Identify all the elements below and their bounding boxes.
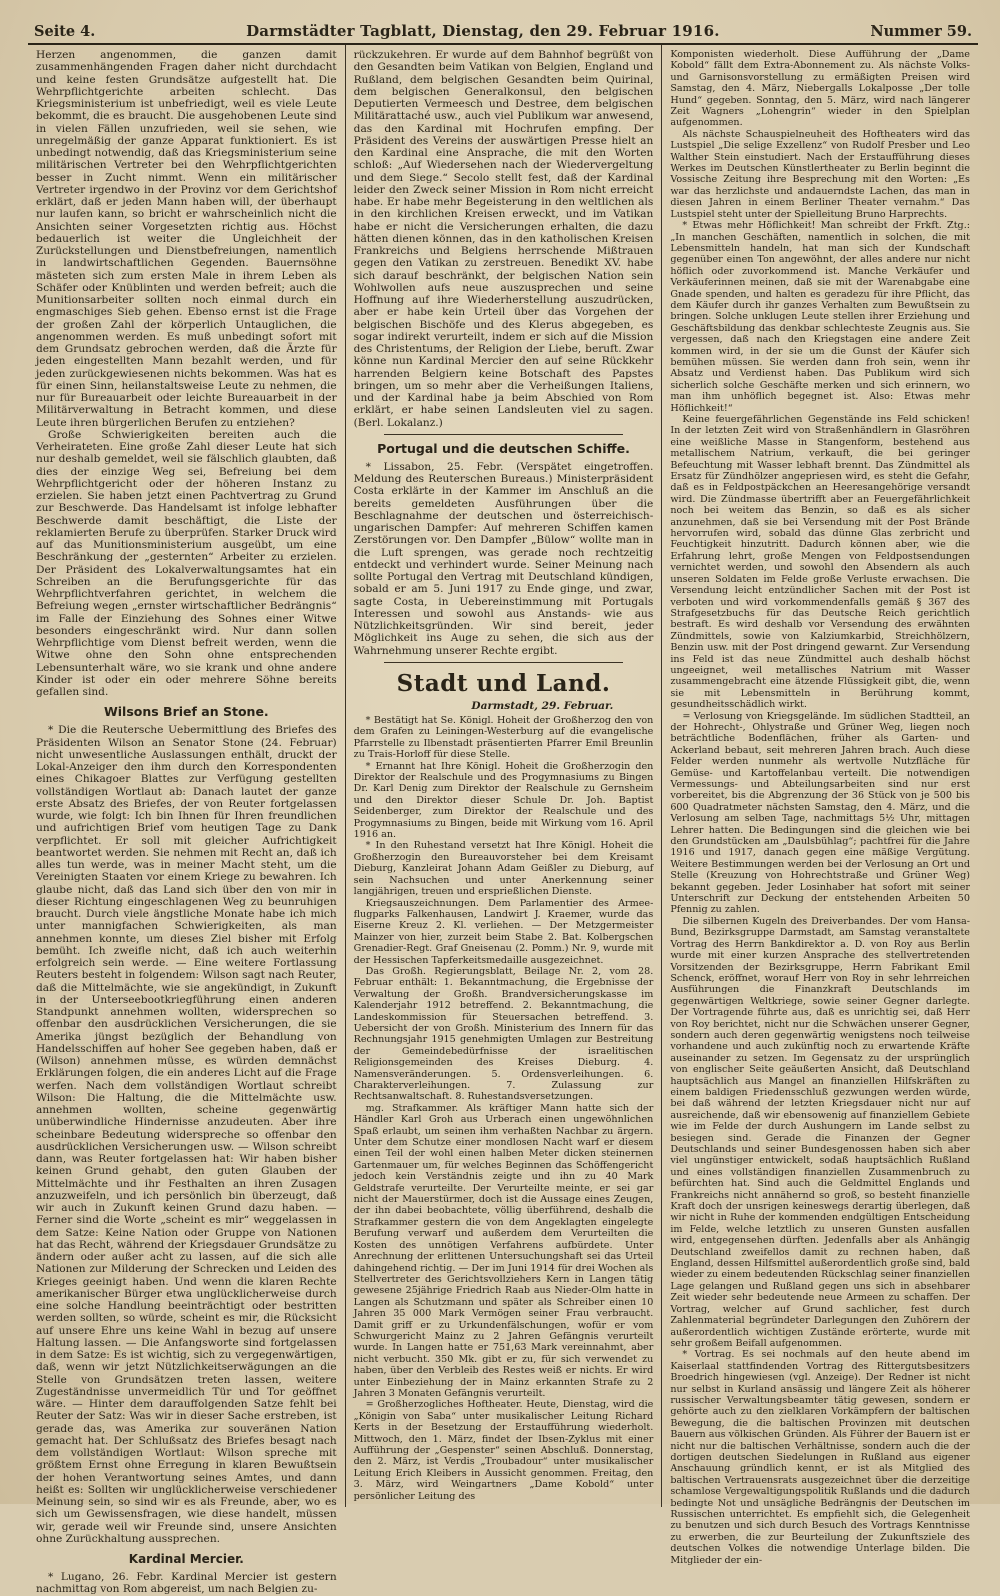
local-news xyxy=(354,715,654,1502)
paragraph: Das Großh. Regierungsblatt, Beilage Nr. 2, vom 28. Februar enthält: 1. Bekanntmachung, die Ergebnisse der Verwaltung der Großh. Brandversicherungskasse im Kalenderjahr 1912 betreffend. 2. Bekanntmachung, die Landeskommission für Steuersachen betreffend. 3. Uebersicht der von Großh. Ministerium des Innern für das Rechnungsjahr 1915 genehmigten Umlagen zur Bestreitung der Gemeindebedürfnisse der israelitischen Religionsgemeinden des Kreises Dieburg. 4. Namensveränderungen. 5. Ordensverleihungen. 6. Charakterverleihungen. 7. Zulassung zur Rechtsanwaltschaft. 8. Ruhestandsversetzungen. xyxy=(353,965,654,1103)
column-1 xyxy=(28,45,345,1596)
paragraph: Herzen angenommen, die ganzen damit zusammenhängenden Fragen daher nicht durchdacht und keine festen Grundsätze aufgestellt hat. Die Wehrpflichtgerichte arbeiten schlecht. Das Kriegsministerium ist unbefriedigt, weil es viele Leute bekommt, die es braucht. Die ausgehobenen Leute sind in vielen Fällen unzufrieden, weil sie sehen, wie unregelmäßig der ganze Apparat funktioniert. Es ist unbedingt notwendig, daß das Kriegsministerium seine militärischen Vertreter bei den Wehrpflichtgerichten besser in Zucht nimmt. Wenn ein militärischer Vertreter irgendwo in der Provinz vor dem Gerichtshof erklärt, daß er jeden Mann haben will, der überhaupt nur laufen kann, so bricht er wahrscheinlich nicht die Ansichten seiner Vorgesetzten richtig aus. Höchst bedauerlich ist weiter die Ungleichheit der Zurückstellungen und Dienstbefreiungen, namentlich in landwirtschaftlichen Gegenden. Bauernsöhne mästeten sich zum ersten Male in ihrem Leben als Schäfer oder Knüblinten und werden befreit; auch die Munitionsarbeiter sollten noch einmal durch ein engmaschiges Sieb gehen. Ebenso ernst ist die Frage der großen Zahl der körperlich Untauglichen, die angenommen werden. Es muß unbedingt sofort mit dem Grundsatz gebrochen werden, daß die Ärzte für jeden eingestellten Mann bezahlt werden, und für jeden zurückgewiesenen nichts bekommen. Was hat es für einen Sinn, heilanstaltsweise Leute zu nehmen, die nur für Bureauarbeit oder leichte Bureauarbeit in der Militärverwaltung in Betracht kommen, und diese Leute ihren bürgerlichen Berufen zu entziehen? xyxy=(36,49,337,429)
headline-portugal: Portugal und die deutschen Schiffe. xyxy=(377,440,630,456)
headline-wilson-letter: Wilsons Brief an Stone. xyxy=(103,704,269,720)
paragraph: Kriegsauszeichnungen. Dem Parlamentier des Armee-flugparks Falkenhausen, Landwirt J. Kraemer, wurde das Eiserne Kreuz 2. Kl. verliehen. — Der Metzgermeister Mainzer von hier, zurzeit beim Stabe 2. Bat. Kolbergschen Grenadier-Regt. Graf Gneisenau (2. Pomm.) Nr. 9, wurde mit der Hessischen Tapferkeitsmedaille ausgezeichnet. xyxy=(353,897,654,966)
issue-number: Nummer 59. xyxy=(870,23,972,40)
paragraph: * Vortrag. Es sei nochmals auf den heute abend im Kaiserlaal stattfindenden Vortrag des Rittergutsbesitzers Broedrich hingewiesen (vgl. Anzeige). Der Redner ist nicht nur selbst in Kurland ansässig und längere Zeit als höherer russischer Verwaltungsbeamter tätig gewesen, sondern er gehörte auch zu den zielklaren Vorkämpfern der baltischen Bewegung, die die baltischen Provinzen mit deutschen Bauern aus völkischen Gründen. Als Führer der Bauern ist er nicht nur die baltischen Verhältnisse, sondern auch die der dortigen deutschen Siedelungen in Rußland aus eigener Anschauung gründlich kennt, er ist als Mitglied des baltischen Vertrauensrats ausgezeichnet über die derzeitige schamlose Vergewaltigungspolitik Rußlands und die dadurch bedingte Not und unsägliche Bedrängnis der Deutschen im Russischen unterrichtet. Es empfiehlt sich, die Gelegenheit zu benutzen und sich durch Besuch des Vortrags Kenntnisse zu erwerben, die zur Beurteilung der Zukunftsziele des deutschen Volkes die notwendige Unterlage bilden. Die Mitglieder der ein- xyxy=(670,1349,970,1566)
paragraph: Große Schwierigkeiten bereiten auch die Verheirateten. Eine große Zahl dieser Leute hat sich nur deshalb gemeldet, weil sie fälschlich glaubten, daß dies der einzige Weg sei, Befreiung bei dem Wehrpflichtgericht oder der höheren Instanz zu erzielen. Sie haben jetzt einen Pachtvertrag zu Grund zur Beschwerde. Das Handelsamt ist infolge lebhafter Beschwerde damit beschäftigt, die Liste der reklamierten Berufe zu überprüfen. Starker Druck wird auf das Munitionsministerium ausgeübt, um eine Beschränkung der „gesternten“ Arbeiter zu erzielen. Der Präsident des Lokalverwaltungsamtes hat ein Schreiben an die Berufungsgerichte für das Wehrpflichtverfahren gerichtet, in welchem die Befreiung wegen „ernster wirtschaftlicher Bedrängnis“ im Falle der Einziehung des Sohnes einer Witwe besonders eingeschränkt wird. Nur dann sollen Wehrpflichtige vom Dienst befreit werden, wenn die Witwe ohne den Sohn ohne entsprechenden Lebensunterhalt wäre, wo sie krank und ohne andere Kinder ist oder ein oder mehrere Söhne bereits gefallen sind. xyxy=(36,428,337,698)
section-title-stadt-und-land: Stadt und Land. xyxy=(396,669,611,697)
paragraph: Komponisten wiederholt. Diese Aufführung der „Dame Kobold“ fällt dem Extra-Abonnement zu. Als nächste Volks- und Garnisonsvorstellung zu ermäßigten Preisen wird Samstag, den 4. März, Niebergalls Lokalposse „Der tolle Hund“ gegeben. Sonntag, den 5. März, wird nach längerer Zeit Wagners „Lohengrin“ wieder in den Spielplan aufgenommen. xyxy=(670,49,970,129)
masthead xyxy=(28,22,978,45)
divider xyxy=(384,434,624,435)
paragraph: * Bestätigt hat Se. Königl. Hoheit der Großherzog den von dem Grafen zu Leiningen-Westerburg auf die evangelische Pfarrstelle zu Ilbenstadt präsentierten Pfarrer Emil Breunlin zu Trais-Horloff für diese Stelle. xyxy=(353,715,654,761)
paragraph: mg. Strafkammer. Als kräftiger Mann hatte sich der Händler Karl Groh aus Urberach einen ungewöhnlichen Spaß erlaubt, um seinen ihm verhaßten Nachbar zu ärgern. Unter dem Schutze einer mondlosen Nacht warf er diesem einen Teil der wohl einen halben Meter dicken steinernen Gartenmauer um, für welches Beginnen das Schöffengericht jedoch kein Verständnis zeigte und ihn zu 40 Mark Geldstrafe verurteilte. Der Verurteilte meinte, er sei gar nicht der Mauerstürmer, doch ist die Aussage eines Zeugen, der ihn dabei beobachtete, völlig überführend, deshalb die Strafkammer gestern die von dem Angeklagten eingelegte Berufung verwarf und außerdem dem Verurteilten die Kosten des unnötigen Verfahrens aufbürdete. Unter Anrechnung der erlittenen Untersuchungshaft sei das Urteil dahingehend richtig. — Der im Juni 1914 für drei Wochen als Stellvertreter des Gerichtsvollziehers Kern in Langen tätig gewesene 25jährige Friedrich Raab aus Nieder-Olm hatte in Langen als Schutzmann und später als Schreiber einen 10 Jahren 35 000 Mark Vermögen seiner Frau verbraucht. Damit griff er zu Urkundenfälschungen, wofür er vom Schwurgericht Mainz zu 2 Jahren Gefängnis verurteilt wurde. In Langen hatte er 751,63 Mark vereinnahmt, aber nicht verbucht. 350 Mk. gibt er zu, für sich verwendet zu haben, über den Verbleib des Restes weiß er nichts. Er wird unter Einbeziehung der in Mainz erkannten Strafe zu 2 Jahren 3 Monaten Gefängnis verurteilt. xyxy=(353,1102,654,1399)
paragraph: = Großherzogliches Hoftheater. Heute, Dienstag, wird die „Königin von Saba“ unter musikalischer Leitung Richard Kerts in der Besetzung der Erstaufführung wiederholt. Mittwoch, den 1. März, findet der Ibsen-Zyklus mit einer Aufführung der „Gespenster“ seinen Abschluß. Donnerstag, den 2. März, ist Verdis „Troubadour“ unter musikalischer Leitung Erich Kleibers in Aussicht genommen. Freitag, den 3. März, wird Weingartners „Dame Kobold“ unter persönlicher Leitung des xyxy=(353,1399,654,1502)
column-3 xyxy=(661,45,978,1566)
paragraph: Die silbernen Kugeln des Dreiverbandes. Der vom Hansa-Bund, Bezirksgruppe Darmstadt, am Samstag veranstaltete Vortrag des Herrn Bankdirektor a. D. von Roy aus Berlin wurde mit einer kurzen Ansprache des stellvertretenden Vorsitzenden der Bezirksgruppe, Herrn Fabrikant Emil Schenck, eröffnet, worauf Herr von Roy in sehr lehrreichen Ausführungen die Finanzkraft Deutschlands im gegenwärtigen Weltkriege, sowie seiner Gegner darlegte. Der Vortragende führte aus, daß es unrichtig sei, daß Herr von Roy berichtet, nicht nur die Schwächen unserer Gegner, sondern auch deren gegenwärtig wenigstens noch teilweise vorhandene und auch zukünftig noch zu erwartende Kräfte auseinander zu setzen. Im Gegensatz zu der ursprünglich von englischer Seite geäußerten Ansicht, daß Deutschland hauptsächlich aus Mangel an finanziellen Hilfskräften zu einem baldigen Friedensschluß gezwungen werden würde, bei daß während der letzten Kriegsdauer nicht nur auf ausreichende, daß wir ebensowenig auf finanziellem Gebiete wie im Felde der durch Aushungern im Lande selbst zu besiegen sind. Gerade die Finanzen der Gegner Deutschlands und seiner Bundesgenossen haben sich aber viel ungünstiger entwickelt, sodaß hauptsächlich Rußland und eines vollständigen finanziellen Zusammenbruch zu befürchten hat. Sind auch die Geldmittel Englands und Frankreichs nicht annähernd so groß, so besteht finanzielle Kraft doch der unsrigen keineswegs derartig überlegen, daß wir nicht in Ruhe der kommenden endgültigen Entscheidung im Felde, welche letztlich zu unseren Gunsten ausfallen wird, entgegensehen dürften. Jedenfalls aber als Anhängig Deutschland zweifellos damit zu rechnen haben, daß England, dessen Hilfsmittel außerordentlich große sind, bald wieder zu einem bedeutenden Rückschlag seiner finanziellen Lage gelangen und Rußland gegen uns sich in absehbarer Zeit wieder sehr bedeutende neue Armeen zu schaffen. Der Vortrag, welcher auf Grund sachlicher, fest durch Zahlenmaterial begründeter Darlegungen den Zuhörern der außerordentlich wichtigen Zustände erörterte, wurde mit sehr großem Beifall aufgenommen. xyxy=(670,915,970,1349)
paragraph: Als nächste Schauspielneuheit des Hoftheaters wird das Lustspiel „Die selige Exzellenz“ von Rudolf Presber und Leo Walther Stein einstudiert. Nach der Erstaufführung dieses Werkes im Deutschen Künstlertheater zu Berlin beginnt die Vossische Zeitung ihre Besprechung mit den Worten: „Es war das herzlichste und andauerndste Lachen, das man in diesen Jahren in einem Berliner Theater vernahm.“ Das Lustspiel steht unter der Spielleitung Bruno Harprechts. xyxy=(670,128,970,220)
paragraph: * In den Ruhestand versetzt hat Ihre Königl. Hoheit die Großherzogin den Bureauvorsteher bei dem Kreisamt Dieburg, Kanzleirat Johann Adam Geißler zu Dieburg, auf sein Nachsuchen und unter Anerkennung seiner langjährigen, treuen und ersprießlichen Dienste. xyxy=(353,840,654,898)
paragraph: Keine feuergefährlichen Gegenstände ins Feld schicken! In der letzten Zeit wird von Straßenhändlern in Glasröhren eine weißliche Masse in Stangenform, bestehend aus metallischem Natrium, verkauft, die bei geringer Befeuchtung mit Wasser lebhaft brennt. Das Zündmittel als Ersatz für Zündhölzer angepriesen wird, es steht die Gefahr, daß es in Feldpostpäckchen an Heeresangehörige versandt wird. Die Zündmasse übertrifft aber an Feuergefährlichkeit noch bei weitem das Benzin, so daß es als sicher anzunehmen, daß sie bei Versendung mit der Post Brände hervorrufen wird, sobald das dünne Glas zerbricht und Feuchtigkeit hinzutritt. Dadurch können aber, wie die Erfahrung lehrt, große Mengen von Feldpostsendungen vernichtet werden, und sowohl den Absendern als auch unseren Soldaten im Felde große Verluste erwachsen. Die Versendung leicht entzündlicher Sachen mit der Post ist verboten und wird vorkommendenfalls gemäß § 367 des Strafgesetzbuchs für das Deutsche Reich gerichtlich bestraft. Es wird deshalb vor Versendung des erwähnten Zündmittels, sowie von Kalziumkarbid, Streichhölzern, Benzin usw. mit der Post dringend gewarnt. Zur Versendung ins Feld ist das neue Zündmittel auch deshalb höchst ungeeignet, weil metallisches Natrium mit Wasser zusammengebracht eine ätzende Flüssigkeit gibt, die, wenn sie mit Lebensmitteln in Berührung kommt, gesundheitsschädlich wirkt. xyxy=(670,414,970,711)
newspaper-title-date: Darmstädter Tagblatt, Dienstag, den 29. Februar 1916. xyxy=(246,22,720,40)
divider xyxy=(384,662,624,663)
paragraph: * Die die Reutersche Uebermittlung des Briefes des Präsidenten Wilson an Senator Stone (24. Februar) nicht unwesentliche Auslassungen enthält, druckt der Lokal-Anzeiger den ihm durch den Korrespondenten eines Chikagoer Blattes zur Verfügung gestellten vollständigen Wortlaut ab: Danach lautet der ganze erste Absatz des Briefes, der von Reuter fortgelassen wurde, wie folgt: Ich bin Ihnen für Ihren freundlichen und aufrichtigen Brief vom heutigen Tage zu Dank verpflichtet. Er soll mit gleicher Aufrichtigkeit beantwortet werden. Sie nehmen mit Recht an, daß ich alles tun werde, was in meiner Macht steht, um die Vereinigten Staaten vor einem Kriege zu bewahren. Ich glaube nicht, daß das Land sich über den von mir in dieser Richtung eingeschlagenen Weg zu beunruhigen braucht. Durch viele ängstliche Monate habe ich mich unter mannigfachen Schwierigkeiten, als man annehmen konnte, um dieses Ziel bisher mit Erfolg bemüht. Ich zweifle nicht, daß ich auch weiterhin erfolgreich sein werde. — Eine weitere Fortlassung Reuters besteht in folgendem: Wilson sagt nach Reuter, daß die Mittelmächte, wie sie angekündigt, in Zukunft in der Unterseebootkriegführung einen anderen Standpunkt annehmen wollten, widersprechen so offenbar den ausdrücklichen Versicherungen, die sie Amerika jüngst bezüglich der Behandlung von Handelsschiffen auf hoher See gegeben haben, daß er (Wilson) annehmen müsse, es würden demnächst Erklärungen folgen, die ein anderes Licht auf die Frage werfen. Nach dem vollständigen Wortlaut schreibt Wilson: Die Haltung, die die Mittelmächte usw. annehmen wollten, scheine gegenwärtig unüberwindliche Hindernisse anzudeuten. Aber ihre scheinbare Bedeutung widerspreche so offenbar den ausdrücklichen Versicherungen usw. — Wilson schreibt dann, was Reuter fortgelassen hat: Wir haben bisher keinen Grund gehabt, den guten Glauben der Mittelmächte und ihr Festhalten an ihren Zusagen anzuzweifeln, und ich persönlich bin überzeugt, daß wir auch in Zukunft keinen Grund dazu haben. — Ferner sind die Worte „scheint es mir“ weggelassen in dem Satze: Keine Nation oder Gruppe von Nationen hat das Recht, während der Kriegsdauer Grundsätze zu ändern oder außer acht zu lassen, auf die sich alle Nationen zur Milderung der Schrecken und Leiden des Krieges geeinigt haben. Und wenn die klaren Rechte amerikanischer Bürger etwa unglücklicherweise durch eine solche Handlung beeinträchtigt oder bestritten werden sollten, so würde, scheint es mir, die Rücksicht auf unsere Ehre uns keine Wahl in bezug auf unsere Haltung lassen. — Die Anfangsworte sind fortgelassen in dem Satze: Es ist wichtig, sich zu vergegenwärtigen, daß, wenn wir jetzt Nützlichkeitserwägungen an die Stelle von Grundsätzen treten lassen, weitere Zugeständnisse unvermeidlich Tür und Tor geöffnet wäre. — Hinter dem darauffolgenden Satze fehlt bei Reuter der Satz: Was wir in dieser Sache erstreben, ist gerade das, was Amerika zur souveränen Nation gemacht hat. Der Schlußsatz des Briefes besagt nach dem vollständigen Wortlaut: Wilson spreche mit größtem Ernst ohne Erregung in klaren Bewußtsein der hohen Verantwortung seines Amtes, und dann heißt es: Sollten wir unglücklicherweise verschiedener Meinung sein, so sind wir es als Freunde, aber, wo es sich um Gewissensfragen, wie diese handelt, müssen wir, gerade weil wir Freunde sind, unsere Ansichten ohne Zurückhaltung aussprechen. xyxy=(36,724,337,1545)
paragraph: * Lissabon, 25. Febr. (Verspätet eingetroffen. Meldung des Reuterschen Bureaus.) Ministerpräsident Costa erklärte in der Kammer im Anschluß an die bereits gemeldeten Ausführungen über die Beschlagnahme der deutschen und österreichisch-ungarischen Dampfer: Auf mehreren Schiffen kamen Zerstörungen vor. Den Dampfer „Bülow“ wollte man in die Luft sprengen, was gerade noch rechtzeitig entdeckt und verhindert wurde. Seiner Meinung nach sollte Portugal den Vertrag mit Deutschland kündigen, sobald er am 5. Juni 1917 zu Ende ginge, und zwar, sagte Costa, in Uebereinstimmung mit Portugals Interessen und sowohl aus Anstands- wie aus Nützlichkeitsgründen. Wir sind bereit, jeder Möglichkeit ins Auge zu sehen, die sich aus der Wahrnehmung unserer Rechte ergibt. xyxy=(353,460,654,657)
paragraph: * Ernannt hat Ihre Königl. Hoheit die Großherzogin den Direktor der Realschule und des Progymnasiums zu Bingen Dr. Karl Denig zum Direktor der Realschule zu Gernsheim und den Direktor dieser Schule Dr. Joh. Baptist Seidenberger, zum Direktor der Realschule und des Progymnasiums zu Bingen, beide mit Wirkung vom 16. April 1916 an. xyxy=(353,760,654,841)
paragraph: = Verlosung von Kriegsgelände. Im südlichen Stadtteil, an der Hohrecht-, Ohlystraße und Grüner Weg, liegen noch beträchtliche Bodenflächen, früher als Garten- und Ackerland bebaut, seit mehreren Jahren brach. Auch diese Felder werden nunmehr als wertvolle Nutzfläche für Gemüse- und Kartoffelanbau verteilt. Die notwendigen Vermessungs- und Abteilungsarbeiten sind nur erst vorbereitet, bis die Abgrenzung der 36 Stück von je 500 bis 600 Quadratmeter nächsten Samstag, den 4. März, und die Verlosung am selben Tage, nachmittags 5½ Uhr, mittagen Lehrer hatten. Die Bedingungen sind die gleichen wie bei den Grundstücken am „Daulsbühlag“; pachtfrei für die Jahre 1916 und 1917, danach gegen eine mäßige Vergütung. Weitere Bestimmungen werden bei der Verlosung an Ort und Stelle (Kreuzung von Hohrechtstraße und Grüner Weg) bekannt gegeben. Jeder Losinhaber hat sofort mit seiner Unterschrift zur Deckung der entstehenden Arbeiten 50 Pfennig zu zahlen. xyxy=(670,710,970,916)
paragraph: * Etwas mehr Höflichkeit! Man schreibt der Frkft. Ztg.: „In manchen Geschäften, namentlich in solchen, die mit Lebensmitteln handeln, hat man sich der Kundschaft gegenüber einen Ton angewöhnt, der alles andere nur nicht höflich oder zuvorkommend ist. Manche Verkäufer und Verkäuferinnen meinen, daß sie mit der Warenabgabe eine Gnade spenden, und halten es geradezu für ihre Pflicht, das dem Käufer durch ihr ganzes Verhalten zum Bewußtsein zu bringen. Solche unklugen Leute stellen ihrer Erziehung und Geschäftsbildung das denkbar schlechteste Zeugnis aus. Sie vergessen, daß nach den Kriegstagen eine andere Zeit kommen wird, in der sie um die Gunst der Käufer sich bemühen müssen. Sie werden dann froh sein, wenn ihr Absatz und Verdienst haben. Das Publikum wird sich sicherlich solche Geschäfte merken und sich erinnern, wo man ihm unhöflich begegnet ist. Also: Etwas mehr Höflichkeit!“ xyxy=(670,220,970,414)
page-number: Seite 4. xyxy=(34,23,96,40)
article-columns xyxy=(28,45,978,1596)
paragraph: * Lugano, 26. Febr. Kardinal Mercier ist gestern nachmittag von Rom abgereist, um nach Belgien zu- xyxy=(36,1571,337,1596)
column-2 xyxy=(345,45,662,1507)
headline-cardinal-mercier: Kardinal Mercier. xyxy=(128,1552,244,1566)
dateline: Darmstadt, 29. Februar. xyxy=(471,699,614,712)
paragraph: rückzukehren. Er wurde auf dem Bahnhof begrüßt von den Gesandten beim Vatikan von Belgien, England und Rußland, dem belgischen Gesandten beim Quirinal, dem belgischen Generalkonsul, den belgischen Deputierten Vermeesch und Destree, dem belgischen Militärattaché usw., auch viel Publikum war anwesend, das den Kardinal mit Hochrufen empfing. Der Präsident des Vereins der auswärtigen Presse hielt an den Kardinal eine Ansprache, die mit den Worten schloß: „Auf Wiedersehen nach der Wiedervergeltung und dem Siege.“ Secolo stellt fest, daß der Kardinal leider den Zweck seiner Mission in Rom nicht erreicht habe. Er habe mehr Begeisterung in den weltlichen als in den kirchlichen Kreisen erweckt, und im Vatikan habe er nicht die Versicherungen erhalten, die dazu hätten dienen können, das in den katholischen Kreisen Frankreichs und Belgiens herrschende Mißtrauen gegen den Vatikan zu zerstreuen. Benedikt XV. habe sich darauf beschränkt, der belgischen Nation sein Wohlwollen aufs neue auszusprechen und seine Hoffnung auf ihre Wiederherstellung auszudrücken, aber er habe kein Urteil über das Vorgehen der belgischen Bischöfe und des Klerus abgegeben, es sogar indirekt verurteilt, indem er sich auf die Mission des Christentums, der Religion der Liebe, beruft. Zwar könne nun Kardinal Mercier den auf seine Rückkehr harrenden Belgiern keine Botschaft des Papstes bringen, um so mehr aber die Verheißungen Italiens, und der Kardinal habe ja beim Abschied von Rom erklärt, er habe seinen Landsleuten viel zu sagen. (Berl. Lokalanz.) xyxy=(353,49,654,429)
